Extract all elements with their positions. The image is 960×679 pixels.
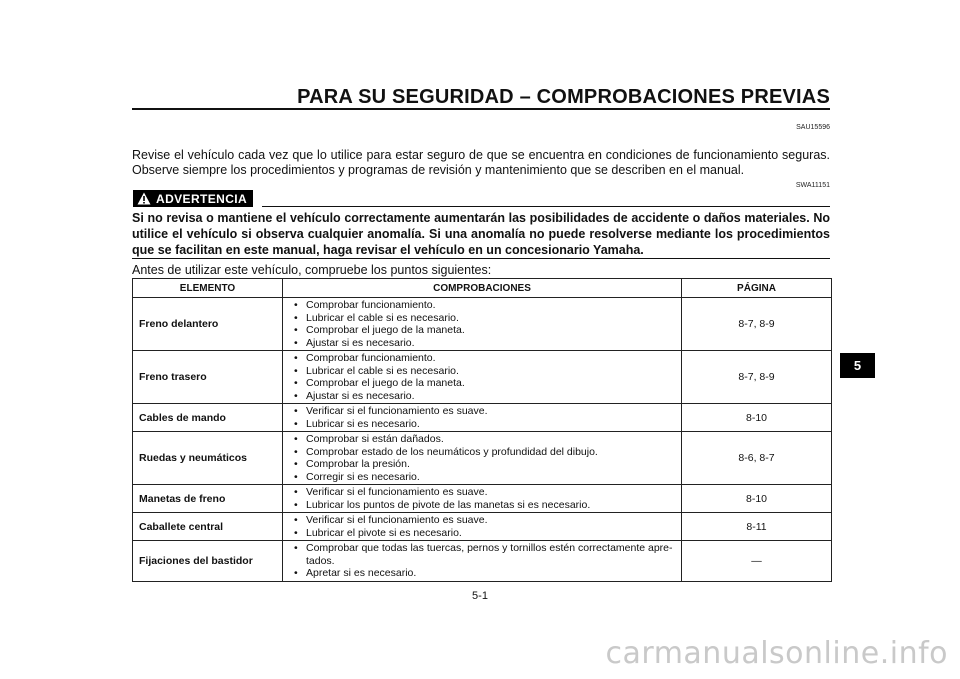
check-item: • Comprobar la presión.: [293, 458, 675, 471]
row-checks: [283, 351, 682, 404]
row-checks: [283, 541, 682, 582]
check-item: • Comprobar funcionamiento.: [293, 352, 675, 365]
check-item: • Comprobar funcionamiento.: [293, 299, 675, 312]
header-page: PÁGINA: [682, 279, 832, 298]
row-page: —: [682, 541, 832, 582]
check-item: • Verificar si el funcionamiento es suave.: [293, 405, 675, 418]
row-page: 8-7, 8-9: [682, 351, 832, 404]
checklist-lead: Antes de utilizar este vehículo, compruebe los puntos siguientes:: [132, 263, 492, 277]
section-code: SAU15596: [796, 124, 830, 131]
check-item: • Comprobar estado de los neumáticos y profundidad del dibujo.: [293, 446, 675, 459]
check-item: • Ajustar si es necesario.: [293, 337, 675, 350]
page-number: 5-1: [472, 590, 488, 602]
row-page: 8-10: [682, 404, 832, 432]
row-checks: [283, 432, 682, 485]
warning-text: Si no revisa o mantiene el vehículo correctamente aumentarán las posibilidades de accidente o daños materiales. No utilice el vehículo si observa cualquier anomalía. Si una anomalía no puede resolverse mediante los procedimientos que se facilitan en este manual, haga revisar el vehículo en un concesionario Yamaha.: [132, 211, 830, 257]
pre-check-table: [132, 278, 832, 582]
check-item: • Ajustar si es necesario.: [293, 390, 675, 403]
check-item: • Lubricar el cable si es necesario.: [293, 312, 675, 325]
table-row: [133, 351, 832, 404]
check-item: • Lubricar los puntos de pivote de las manetas si es necesario.: [293, 499, 675, 512]
table-row: [133, 404, 832, 432]
table-row: [133, 432, 832, 485]
check-item: • Lubricar el pivote si es necesario.: [293, 527, 675, 540]
warning-bottom-divider: [132, 258, 830, 259]
row-item: Manetas de freno: [133, 485, 283, 513]
check-item: • Comprobar que todas las tuercas, pernos y tornillos estén correctamente apre-tados.: [293, 542, 675, 567]
table-row: [133, 485, 832, 513]
header-element: ELEMENTO: [133, 279, 283, 298]
table-header-row: [133, 279, 832, 298]
warning-divider: [262, 206, 830, 207]
warning-triangle-icon: [137, 192, 151, 205]
chapter-tab: 5: [840, 353, 875, 378]
header-checks: COMPROBACIONES: [283, 279, 682, 298]
check-item: • Lubricar si es necesario.: [293, 418, 675, 431]
row-item: Freno trasero: [133, 351, 283, 404]
check-item: • Verificar si el funcionamiento es suave.: [293, 514, 675, 527]
row-page: 8-6, 8-7: [682, 432, 832, 485]
row-item: Fijaciones del bastidor: [133, 541, 283, 582]
check-item: • Comprobar si están dañados.: [293, 433, 675, 446]
table-row: [133, 298, 832, 351]
row-checks: [283, 485, 682, 513]
warning-badge: [133, 190, 253, 207]
row-page: 8-11: [682, 513, 832, 541]
row-page: 8-7, 8-9: [682, 298, 832, 351]
row-checks: [283, 404, 682, 432]
warning-code: SWA11151: [795, 182, 830, 189]
check-item: • Verificar si el funcionamiento es suave.: [293, 486, 675, 499]
table-row: [133, 541, 832, 582]
watermark: carmanualsonline.info: [605, 636, 948, 671]
row-page: 8-10: [682, 485, 832, 513]
row-item: Freno delantero: [133, 298, 283, 351]
page-title: PARA SU SEGURIDAD – COMPROBACIONES PREVIAS: [297, 86, 830, 108]
row-checks: [283, 513, 682, 541]
check-item: • Apretar si es necesario.: [293, 567, 675, 580]
table-row: [133, 513, 832, 541]
check-item: • Comprobar el juego de la maneta.: [293, 324, 675, 337]
row-item: Caballete central: [133, 513, 283, 541]
check-item: • Lubricar el cable si es necesario.: [293, 365, 675, 378]
row-item: Cables de mando: [133, 404, 283, 432]
intro-paragraph: Revise el vehículo cada vez que lo utilice para estar seguro de que se encuentra en condiciones de funcionamiento seguras. Observe siempre los procedimientos y programas de revisión y mantenimiento que se describen en el manual.: [132, 148, 830, 177]
warning-label: ADVERTENCIA: [156, 191, 248, 206]
row-checks: [283, 298, 682, 351]
check-item: • Corregir si es necesario.: [293, 471, 675, 484]
title-divider: [132, 108, 830, 110]
check-item: • Comprobar el juego de la maneta.: [293, 377, 675, 390]
row-item: Ruedas y neumáticos: [133, 432, 283, 485]
